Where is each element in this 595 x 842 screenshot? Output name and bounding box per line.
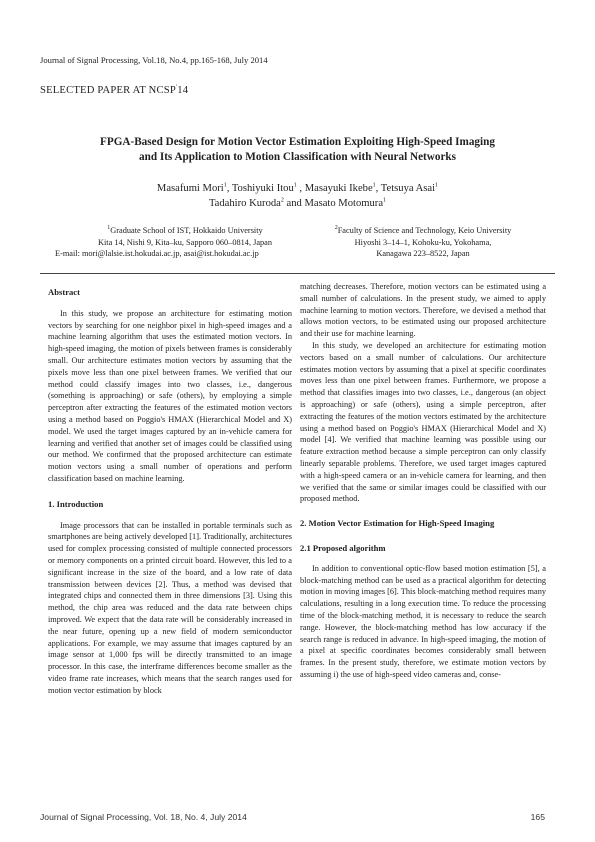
left-column — [48, 287, 292, 697]
section-2-heading: 2. Motion Vector Estimation for High-Speed Imaging — [300, 518, 495, 529]
introduction-text: Image processors that can be installed in portable terminals such as smartphones are being actively developed [1]. Traditionally, architectures used for complex processing consisted of multiple connected processors or memory components on a printed circuit board. However, this led to a significant increase in the size of the board, and a low rate of data transmission between devices [2]. Thus, a method was devised that integrated chips and connected them in three dimensions [3]. Using this method, the chip area was reduced and the data rate between chips improved. We expect that the data rate will be considerably increased in the near future, opening up a new field of modern semiconductor applications. For example, we may assume that images captured by an image sensor at 1,000 fps will be directly transmitted to an image processor. In this case, the interframe differences become smaller as the video frame rate increases, which means that the search ranges used for motion vector estimation by block — [48, 520, 292, 695]
body-paragraph-2: In this study, we developed an architecture for estimating motion vectors based on a small number of calculations. Our architecture estimates motion vectors by assuming that a pixel at specific coordinates moves less than one pixel between frames. Furthermore, we propose a method that classifies images into two classes, i.e., dangerous (an object is approaching) or safe (others), using a simple perceptron, after extracting the features of the motion vectors estimated by the architecture using a method based on Poggio's HMAX (Hierarchical Model and X) model [4]. We verified that machine learning was possible using our feature extraction method because a simple perceptron can only classify linearly separable problems. Therefore, we used target images captured with a high-speed camera or an in-vehicle camera for learning, and then we verified that the same or similar images could be classified with our proposed method. — [300, 340, 546, 504]
header-divider — [40, 273, 555, 274]
authors-line-2: Tadahiro Kuroda$^2$ and Masato Motomura$^1$ — [208, 196, 387, 209]
paper-title — [0, 135, 595, 164]
abstract-heading: Abstract — [48, 287, 80, 297]
body-paragraph-3: In addition to conventional optic-flow based motion estimation [5], a block-matching method can be used as a practical algorithm for detecting motion in moving images [6]. This block-matching method requires many calculations, resulting in a long execution time. To reduce the processing time of the block-matching method, it is necessary to reduce the search range. However, the block-matching method has low accuracy if the search range is reduced in advance. In high-speed imaging, the motion of a pixel at specific coordinates becomes considerably small between frames. In the present study, therefore, we estimate motion vectors by assuming i) the use of high-speed video cameras and, conse- — [300, 563, 546, 679]
page-number: 165 — [530, 812, 545, 822]
right-column — [300, 281, 546, 681]
title-line-1: FPGA-Based Design for Motion Vector Estimation Exploiting High-Speed Imaging — [100, 136, 495, 148]
section-2-1-heading: 2.1 Proposed algorithm — [300, 542, 386, 553]
footer-journal: Journal of Signal Processing, Vol. 18, No. 4, July 2014 — [40, 812, 247, 822]
body-paragraph-1: matching decreases. Therefore, motion vectors can be estimated using a small number of calculations. In the present study, we aimed to apply machine learning to motion vectors. Therefore, we devised a method that allows motion vectors, to be estimated using our proposed architecture and their use for machine learning. — [300, 282, 546, 339]
title-line-2: and Its Application to Motion Classification with Neural Networks — [139, 150, 456, 163]
selected-paper-label: SELECTED PAPER AT NCSP'14 — [40, 84, 189, 96]
introduction-heading: 1. Introduction — [48, 498, 104, 509]
authors-line-1: Masafumi Mori$^1$, Toshiyuki Itou$^1$ , Masayuki Ikebe$^1$, Tetsuya Asai$^1$ — [156, 182, 439, 194]
affiliation-2: $^2$Faculty of Science and Technology, Keio University Hiyoshi 3–14–1, Kohoku-ku, Yokohama, Kanagawa 223–8522, Japan — [334, 225, 512, 258]
author-list — [0, 182, 595, 211]
email-line: E-mail: mori@lalsie.ist.hokudai.ac.jp, asai@ist.hokudai.ac.jp — [55, 249, 259, 258]
abstract-text: In this study, we propose an architecture for estimating motion vectors by searching for one neighbor pixel in high-speed images and a machine learning algorithm that uses the estimated motion vectors. In high-speed imaging, the motion of pixels between frames is considerably small. Our architecture estimates motion vectors by assuming that the pixels move less than one pixel between frames. We verified that our method could classify images into two classes, i.e., dangerous (something is approaching) or safe (others), by employing a simple perceptron after extracting the features of the estimated motion vectors using a method based on Poggio's HMAX (Hierarchical Model and X) model. We used the target images captured by an in-vehicle camera for learning and verified that another set of images could be classified using our method. We confirmed that the proposed architecture can estimate motion vectors using a small number of operations and perform classification based on machine learning. — [48, 308, 292, 483]
journal-header: Journal of Signal Processing, Vol.18, No.4, pp.165-168, July 2014 — [40, 55, 268, 65]
affiliation-1: $^1$Graduate School of IST, Hokkaido University Kita 14, Nishi 9, Kita–ku, Sapporo 060–0814, Japan E-mail: mori@lalsie.ist.hokudai.ac.jp, asai@ist.hokudai.ac.jp — [55, 225, 315, 260]
